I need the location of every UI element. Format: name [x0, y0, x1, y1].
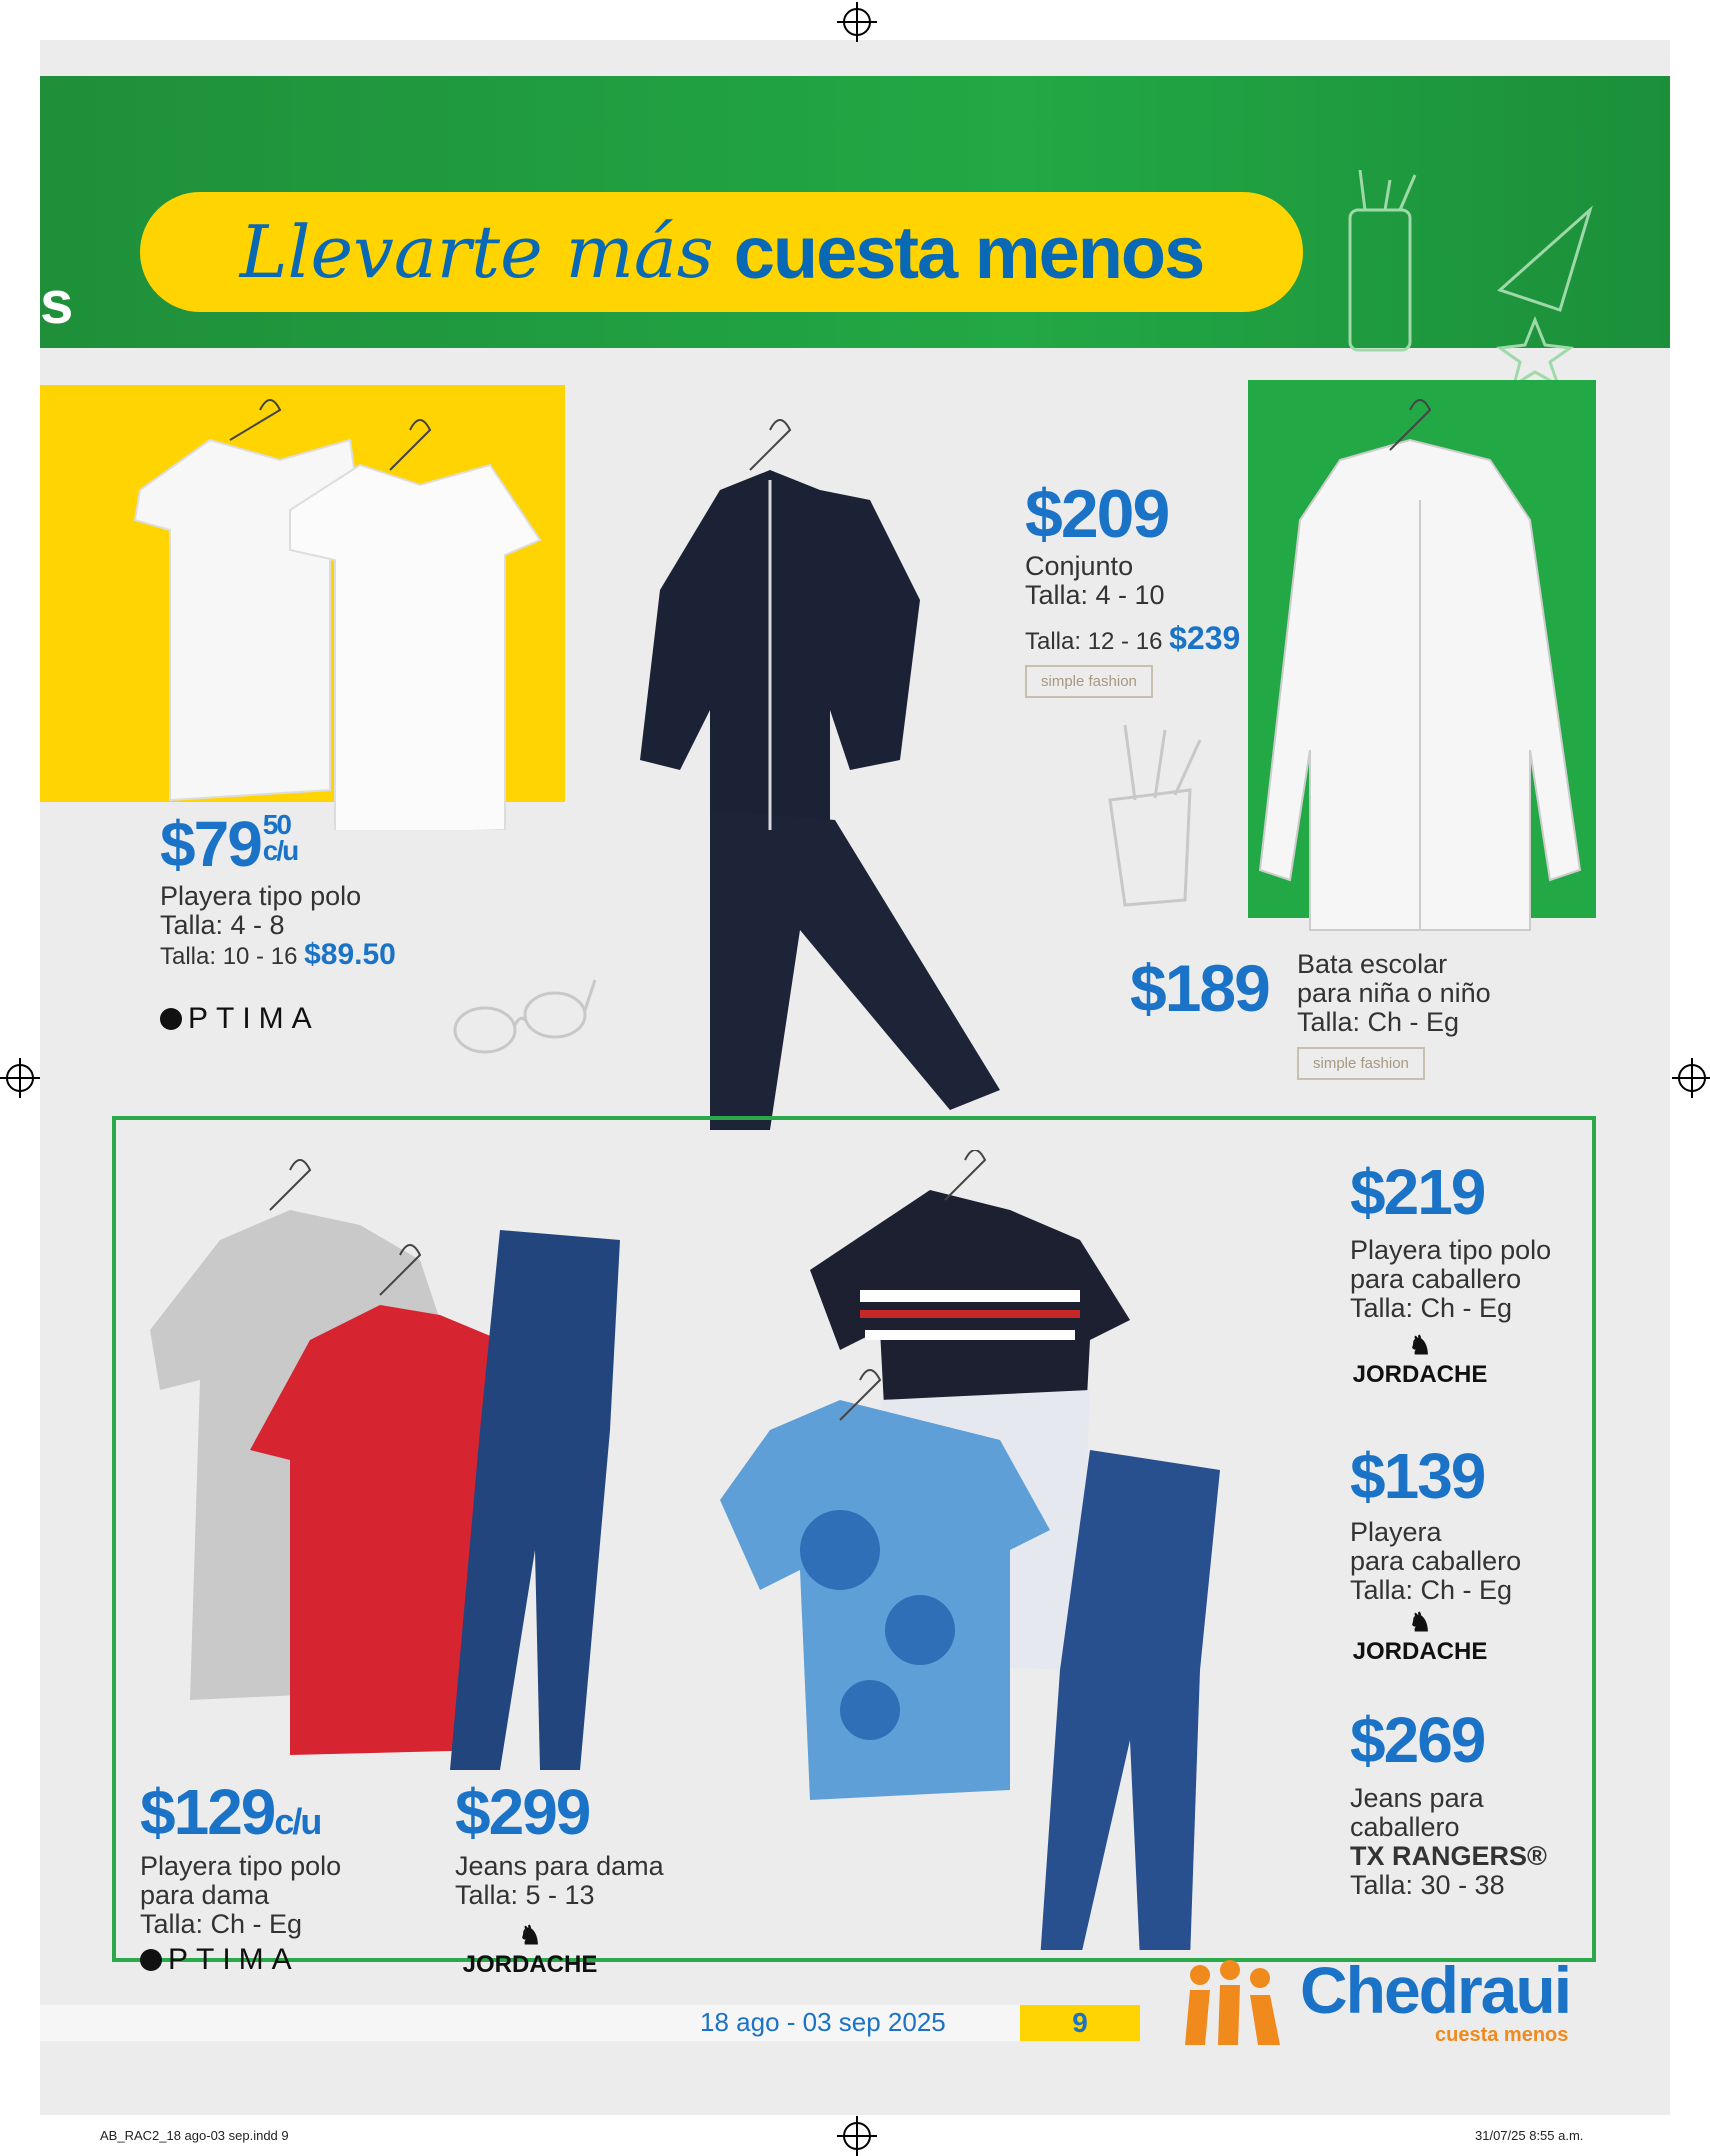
polo-caballero-line-1: Playera tipo polo: [1350, 1235, 1552, 1265]
price-polo-kids-per: c/u: [262, 835, 298, 866]
price-polo-kids-cents: 50: [262, 809, 290, 840]
jordache-logo: [460, 1920, 600, 1979]
bata-line-1: Bata escolar: [1297, 949, 1448, 979]
slogan-script: Llevarte más: [239, 210, 714, 294]
bata-line-2: para niña o niño: [1297, 978, 1491, 1008]
polo-dama-line-1: Playera tipo polo: [140, 1851, 342, 1881]
polo-kids-price-2: $89.50: [304, 938, 396, 971]
price-playera-caballero: $139: [1350, 1440, 1485, 1512]
jordache-logo-2: [1350, 1330, 1490, 1389]
white-polo-shirts-image: [120, 370, 560, 830]
horse-icon: ♞: [518, 1920, 542, 1950]
price-polo-dama-main: $129: [140, 1776, 275, 1848]
jeans-caballero-size: Talla: 30 - 38: [1350, 1870, 1505, 1900]
jordache-logo-3: [1350, 1607, 1490, 1666]
white-lab-coat-image: [1230, 370, 1610, 970]
bata-size: Talla: Ch - Eg: [1297, 1007, 1460, 1037]
conjunto-size-2: Talla: 12 - 16: [1025, 628, 1163, 655]
glasses-doodle: [440, 970, 600, 1060]
chedraui-people-icon: [1170, 1960, 1300, 2050]
page-number: 9: [1020, 2005, 1140, 2041]
jordache-logo-text: JORDACHE: [462, 1951, 598, 1978]
banner-slogan: [140, 192, 1303, 312]
polo-dama-line-2: para dama: [140, 1880, 270, 1910]
playera-caballero-line-1: Playera: [1350, 1517, 1442, 1547]
jeans-dama-line-1: Jeans para dama: [455, 1851, 664, 1881]
playera-caballero-line-2: para caballero: [1350, 1546, 1522, 1576]
conjunto-description: [1025, 552, 1240, 656]
price-polo-kids: [160, 808, 298, 880]
chedraui-tagline: cuesta menos: [1435, 2024, 1569, 2046]
jeans-caballero-description: [1350, 1784, 1547, 1900]
registration-mark-left: [6, 1064, 34, 1092]
polo-caballero-description: [1350, 1236, 1551, 1323]
price-bata: $189: [1130, 951, 1269, 1025]
pencil-cup-doodle: [1095, 720, 1215, 910]
school-supplies-doodle: [1330, 170, 1610, 380]
polo-kids-description: [160, 882, 396, 971]
registration-mark-bottom: [843, 2122, 871, 2150]
registration-mark-top: [843, 8, 871, 36]
optima-logo: [160, 1002, 320, 1036]
price-jeans-caballero: $269: [1350, 1704, 1485, 1776]
jordache-logo-2-text: JORDACHE: [1352, 1361, 1488, 1388]
price-conjunto: $209: [1025, 476, 1169, 552]
file-slug: AB_RAC2_18 ago-03 sep.indd 9: [100, 2128, 289, 2143]
playera-caballero-description: [1350, 1518, 1521, 1605]
optima-logo-2-text: PTIMA: [168, 1943, 300, 1976]
polo-kids-name: Playera tipo polo: [160, 881, 362, 911]
conjunto-size-1: Talla: 4 - 10: [1025, 580, 1165, 610]
polo-dama-description: [140, 1852, 341, 1939]
polo-dama-size: Talla: Ch - Eg: [140, 1909, 303, 1939]
simple-fashion-logo-2: simple fashion: [1297, 1047, 1425, 1080]
jeans-caballero-line-1: Jeans para: [1350, 1783, 1484, 1813]
jeans-dama-description: [455, 1852, 664, 1910]
registration-mark-right: [1678, 1064, 1706, 1092]
optima-logo-dot: [160, 1008, 182, 1030]
bata-description: [1297, 950, 1491, 1037]
chedraui-logo: Chedraui: [1300, 1953, 1571, 2027]
conjunto-price-2: $239: [1169, 620, 1241, 656]
playera-caballero-size: Talla: Ch - Eg: [1350, 1575, 1513, 1605]
optima-logo-text: PTIMA: [188, 1002, 320, 1035]
polo-caballero-size: Talla: Ch - Eg: [1350, 1293, 1513, 1323]
jeans-caballero-line-2: caballero: [1350, 1812, 1460, 1842]
simple-fashion-logo: simple fashion: [1025, 665, 1153, 698]
jeans-dama-size: Talla: 5 - 13: [455, 1880, 595, 1910]
horse-icon: ♞: [1408, 1607, 1432, 1637]
women-polos-and-jeans-image: [120, 1130, 680, 1790]
price-jeans-dama: $299: [455, 1776, 590, 1848]
jordache-logo-3-text: JORDACHE: [1352, 1638, 1488, 1665]
jeans-caballero-brand: TX RANGERS®: [1350, 1841, 1547, 1871]
offer-dates: 18 ago - 03 sep 2025: [700, 2007, 946, 2037]
horse-icon: ♞: [1408, 1330, 1432, 1360]
men-shirts-and-jeans-image: [690, 1150, 1390, 1950]
optima-logo-2-dot: [140, 1949, 162, 1971]
optima-logo-2: [140, 1943, 300, 1977]
polo-kids-size-2: Talla: 10 - 16: [160, 943, 298, 970]
price-polo-caballero: $219: [1350, 1156, 1485, 1228]
price-polo-dama-per: c/u: [274, 1801, 321, 1842]
conjunto-name: Conjunto: [1025, 551, 1134, 581]
price-polo-kids-main: $79: [160, 808, 261, 880]
banner-edge-letter: s: [40, 269, 74, 336]
slogan-bold: cuesta menos: [733, 210, 1204, 294]
polo-caballero-line-2: para caballero: [1350, 1264, 1522, 1294]
polo-kids-size-1: Talla: 4 - 8: [160, 910, 285, 940]
price-polo-dama: [140, 1776, 321, 1848]
flyer-page: [40, 40, 1670, 2115]
print-timestamp: 31/07/25 8:55 a.m.: [1475, 2128, 1584, 2143]
